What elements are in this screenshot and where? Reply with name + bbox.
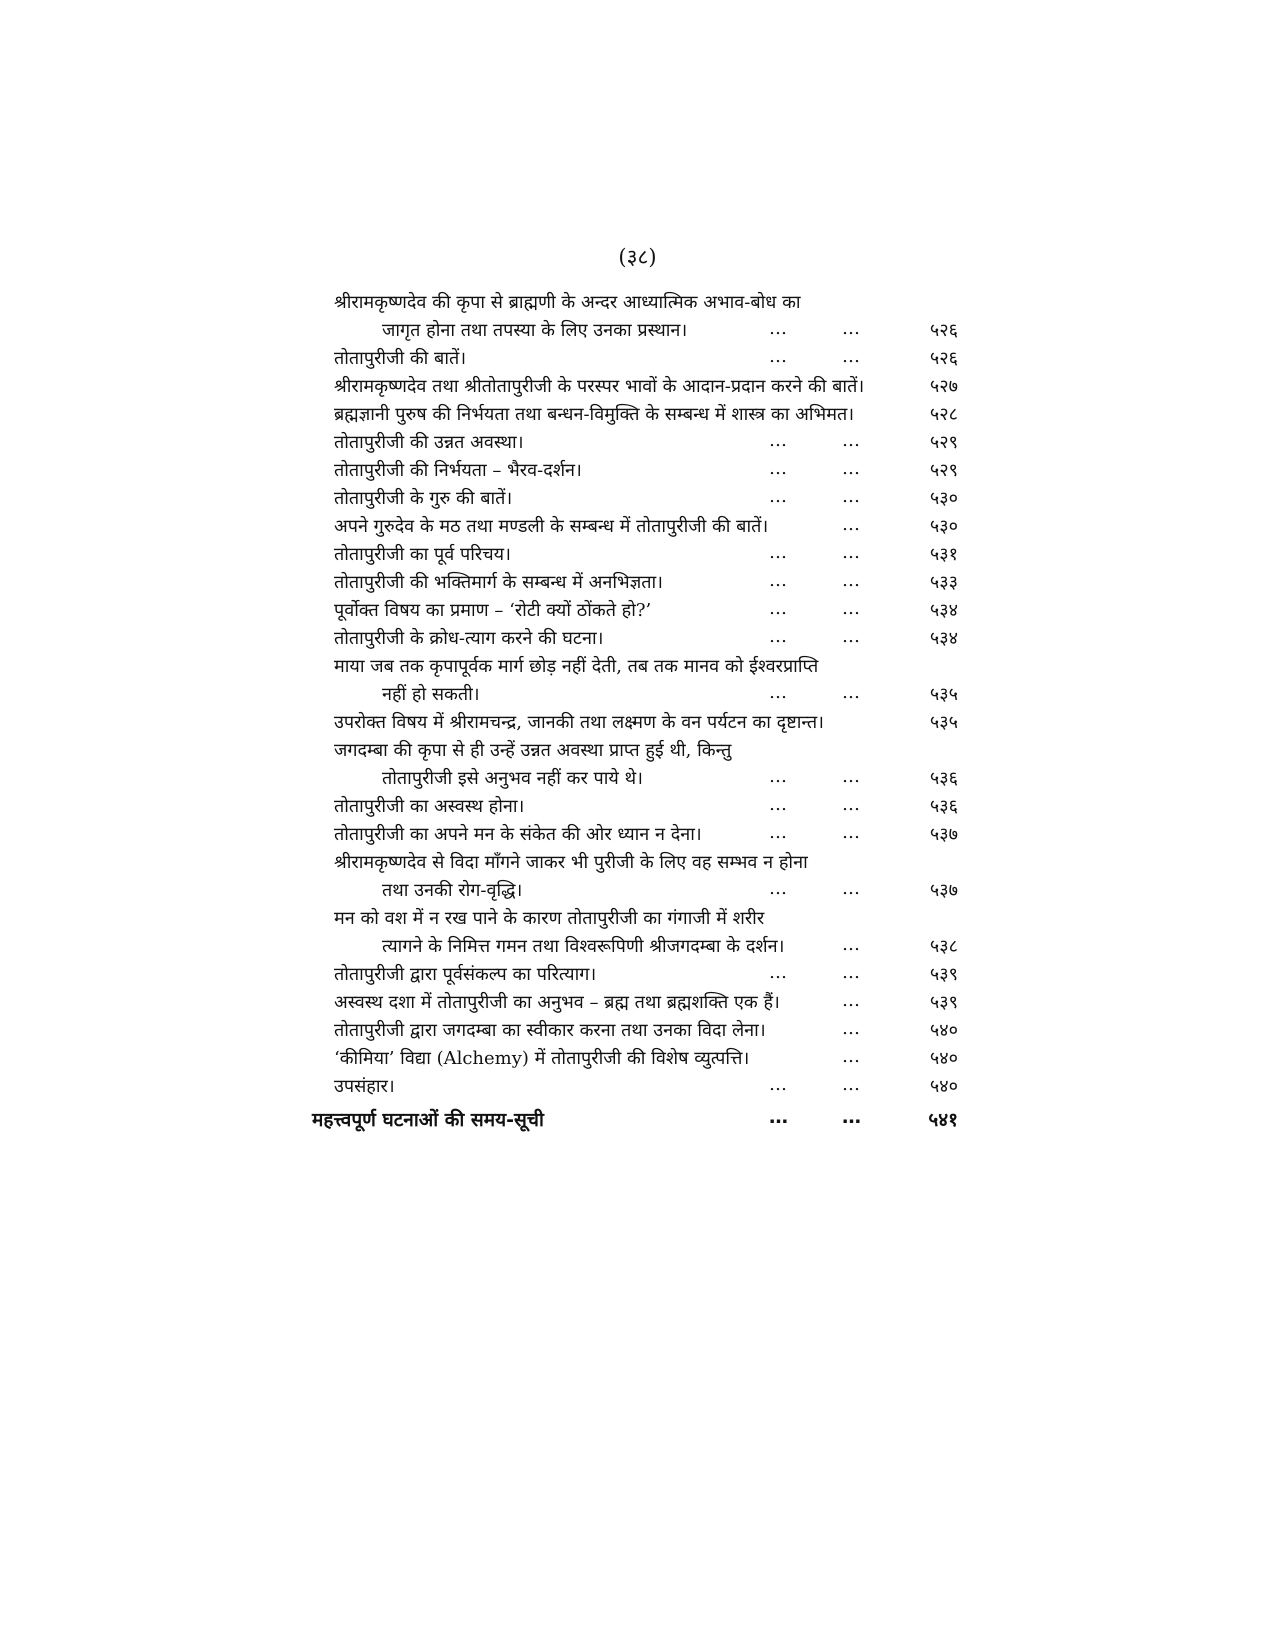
toc-leader-dots: … [842,626,860,647]
toc-entry [334,654,958,682]
toc-entry [334,346,958,374]
toc-page-number: ५४० [929,1048,958,1069]
toc-leader-dots: … [842,934,860,955]
toc-leader-dots: … [769,794,787,815]
toc-entry-title: अस्वस्थ दशा में तोतापुरीजी का अनुभव – ब्रह्म तथा ब्रह्मशक्ति एक हैं। [334,992,780,1013]
toc-entry [334,962,958,990]
toc-page-number: ५२६ [929,348,958,369]
toc-entry-title: तोतापुरीजी की भक्तिमार्ग के सम्बन्ध में अनभिज्ञता। [334,572,663,593]
toc-leader-dots: … [769,458,787,479]
toc-leader-dots: … [842,794,860,815]
toc-entry-title: तोतापुरीजी के गुरु की बातें। [334,488,513,509]
toc-leader-dots: … [842,570,860,591]
toc-page-number: ५२८ [929,404,958,425]
toc-entry [334,1046,958,1074]
toc-leader-dots: … [842,486,860,507]
toc-leader-dots: … [769,626,787,647]
toc-leader-dots: … [769,346,787,367]
toc-entry [334,570,958,598]
toc-entry [334,626,958,654]
toc-heading-entry [312,1106,958,1140]
toc-entry [334,458,958,486]
toc-entry-title: मन को वश में न रख पाने के कारण तोतापुरीजी का गंगाजी में शरीर [334,908,765,929]
toc-entry [334,374,958,402]
toc-leader-dots: … [842,598,860,619]
toc-leader-dots: … [842,346,860,367]
toc-page-number: ५४१ [928,1109,958,1131]
toc-page-number: ५३० [929,488,958,509]
toc-entry [334,486,958,514]
toc-entry-title: ब्रह्मज्ञानी पुरुष की निर्भयता तथा बन्धन-विमुक्ति के सम्बन्ध में शास्त्र का अभिमत। [334,404,855,425]
toc-entry [334,318,958,346]
toc-leader-dots: … [769,962,787,983]
toc-leader-dots: … [769,598,787,619]
toc-leader-dots: … [842,1106,861,1128]
toc-leader-dots: … [842,1018,860,1039]
toc-leader-dots: … [842,318,860,339]
toc-entry-title: उपसंहार। [334,1076,395,1097]
toc-leader-dots: … [769,1074,787,1095]
toc-entry-title: श्रीरामकृष्णदेव से विदा माँगने जाकर भी पुरीजी के लिए वह सम्भव न होना [334,852,808,873]
toc-leader-dots: … [842,1074,860,1095]
toc-entry-title: पूर्वोक्त विषय का प्रमाण – ‘रोटी क्यों ठोंकते हो?’ [334,600,652,621]
toc-page-number: ५२६ [929,320,958,341]
toc-leader-dots: … [842,766,860,787]
toc-page-number: ५३१ [929,544,958,565]
toc-page-number: ५३९ [929,964,958,985]
toc-entry-title: तोतापुरीजी की उन्नत अवस्था। [334,432,524,453]
toc-entry-title: तोतापुरीजी इसे अनुभव नहीं कर पाये थे। [382,768,643,789]
toc-page-number: ५३३ [929,572,958,593]
toc-entry-title: ‘कीमिया’ विद्या (Alchemy) में तोतापुरीजी की विशेष व्युत्पत्ति। [334,1048,750,1069]
toc-entry-title: नहीं हो सकती। [382,684,480,705]
toc-leader-dots: … [842,878,860,899]
toc-entry [334,682,958,710]
toc-page-number: ५३७ [929,880,958,901]
toc-entry-title: तोतापुरीजी द्वारा पूर्वसंकल्प का परित्याग। [334,964,597,985]
toc-page-number: ५३६ [929,768,958,789]
toc-leader-dots: … [769,318,787,339]
toc-entry-title: अपने गुरुदेव के मठ तथा मण्डली के सम्बन्ध में तोतापुरीजी की बातें। [334,516,769,537]
page-number: (३८) [618,245,657,269]
toc-page-number: ५३८ [929,936,958,957]
toc-leader-dots: … [842,514,860,535]
toc-entry [334,934,958,962]
toc-leader-dots: … [769,682,787,703]
toc-entry-title: उपरोक्त विषय में श्रीरामचन्द्र, जानकी तथा लक्ष्मण के वन पर्यटन का दृष्टान्त। [334,712,825,733]
toc-leader-dots: … [769,878,787,899]
toc-leader-dots: … [842,990,860,1011]
toc-entry-title: तथा उनकी रोग-वृद्धि। [382,880,523,901]
toc-leader-dots: … [769,1106,788,1128]
toc-leader-dots: … [842,542,860,563]
toc-entry-title: तोतापुरीजी के क्रोध-त्याग करने की घटना। [334,628,604,649]
toc-entry [334,710,958,738]
toc-entry-title: माया जब तक कृपापूर्वक मार्ग छोड़ नहीं देती, तब तक मानव को ईश्वरप्राप्ति [334,656,819,677]
toc-page-number: ५४० [929,1076,958,1097]
toc-page-number: ५३६ [929,796,958,817]
toc-entry [334,1018,958,1046]
toc-entry [334,290,958,318]
toc-entry-title: महत्त्वपूर्ण घटनाओं की समय-सूची [312,1109,544,1131]
toc-entry-title: श्रीरामकृष्णदेव की कृपा से ब्राह्मणी के अन्दर आध्यात्मिक अभाव-बोध का [334,292,801,313]
toc-page-number: ५३५ [929,684,958,705]
toc-leader-dots: … [842,430,860,451]
toc-page-number: ५३४ [929,628,958,649]
toc-entry-title: तोतापुरीजी का अपने मन के संकेत की ओर ध्यान न देना। [334,824,702,845]
toc-page-number: ५३९ [929,992,958,1013]
toc-page-number: ५२७ [929,376,958,397]
toc-entry [334,402,958,430]
toc-leader-dots: … [769,542,787,563]
toc-entry [334,430,958,458]
toc-page-number: ५२९ [929,460,958,481]
toc-entry [334,850,958,878]
toc-entry [334,878,958,906]
toc-leader-dots: … [769,486,787,507]
toc-leader-dots: … [769,822,787,843]
toc-entry [334,1074,958,1102]
toc-leader-dots: … [769,570,787,591]
toc-entry [334,542,958,570]
toc-leader-dots: … [842,962,860,983]
toc-entry-title: तोतापुरीजी की निर्भयता – भैरव-दर्शन। [334,460,582,481]
toc-leader-dots: … [842,822,860,843]
toc-leader-dots: … [769,430,787,451]
toc-entry [334,906,958,934]
toc-entry [334,794,958,822]
toc-entry-title: तोतापुरीजी की बातें। [334,348,467,369]
toc-entry-title: श्रीरामकृष्णदेव तथा श्रीतोतापुरीजी के परस्पर भावों के आदान-प्रदान करने की बातें। [334,376,865,397]
toc-entry-title: तोतापुरीजी का पूर्व परिचय। [334,544,511,565]
toc-entry [334,766,958,794]
toc-page-number: ५३७ [929,824,958,845]
table-of-contents [312,290,958,1140]
toc-entry [334,738,958,766]
toc-entry-title: तोतापुरीजी का अस्वस्थ होना। [334,796,525,817]
toc-leader-dots: … [842,1046,860,1067]
toc-page-number: ५३५ [929,712,958,733]
toc-entry-title: जागृत होना तथा तपस्या के लिए उनका प्रस्थान। [382,320,688,341]
toc-page-number: ५४० [929,1020,958,1041]
toc-entry-title: तोतापुरीजी द्वारा जगदम्बा का स्वीकार करना तथा उनका विदा लेना। [334,1020,766,1041]
toc-leader-dots: … [842,682,860,703]
toc-entry-title: त्यागने के निमित्त गमन तथा विश्वरूपिणी श्रीजगदम्बा के दर्शन। [382,936,785,957]
toc-page-number: ५३० [929,516,958,537]
toc-page-number: ५२९ [929,432,958,453]
toc-leader-dots: … [769,766,787,787]
toc-entry [334,598,958,626]
toc-entry [334,990,958,1018]
toc-entry [334,822,958,850]
toc-leader-dots: … [842,458,860,479]
toc-page-number: ५३४ [929,600,958,621]
toc-entry [334,514,958,542]
toc-entry-title: जगदम्बा की कृपा से ही उन्हें उन्नत अवस्था प्राप्त हुई थी, किन्तु [334,740,732,761]
